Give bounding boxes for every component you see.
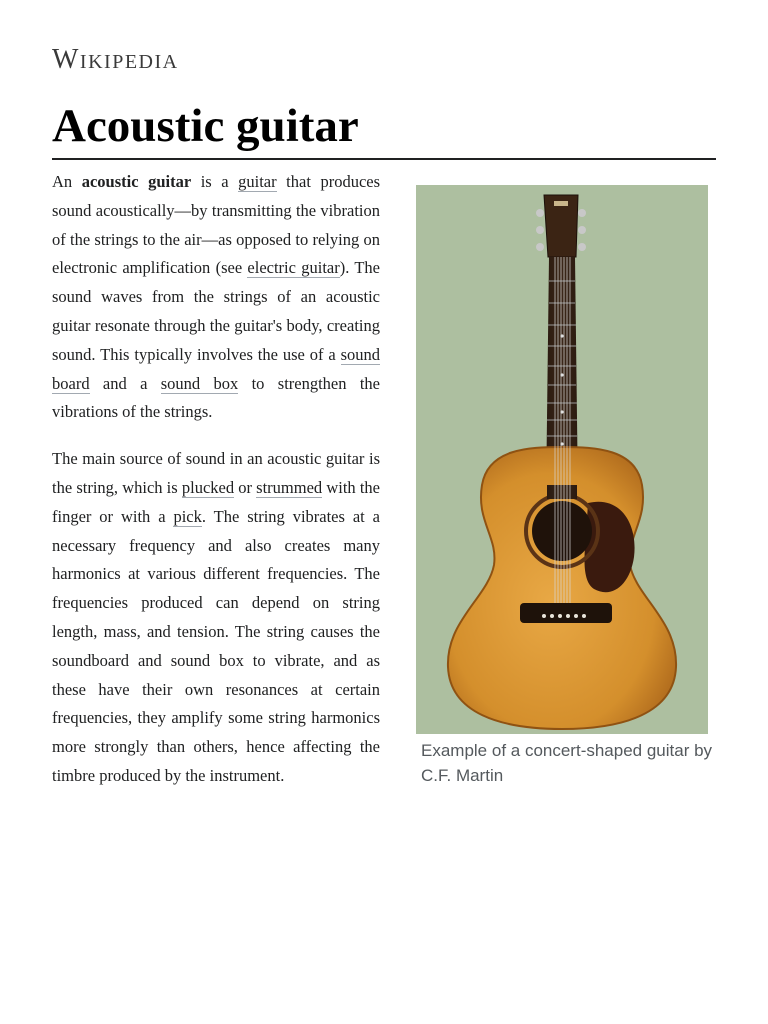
- wikilink-plucked[interactable]: plucked: [181, 477, 235, 497]
- wikilink-guitar[interactable]: guitar: [238, 172, 277, 191]
- wikipedia-wordmark[interactable]: Wikipedia: [52, 44, 179, 75]
- wikilink-sound-board[interactable]: sound board: [52, 344, 380, 393]
- article-body: [52, 168, 716, 809]
- paragraph-2: The main source of sound in an acoustic guitar is the string, which is plucked or strummed with the finger or with a pick. The string vibrates at a necessary frequency and also creates many harmonics at various different frequencies. The frequencies produced can depend on string length, mass, and tension. The string causes the soundboard and sound box to vibrate, and as these have their own resonances at certain frequencies, they amplify some string harmonics more strongly than others, hence affecting the timbre produced by the instrument.: [52, 449, 380, 785]
- wikilink-sound-box[interactable]: sound box: [160, 373, 239, 393]
- infobox-figure: [416, 185, 716, 788]
- page-title: Acoustic guitar: [52, 100, 359, 152]
- guitar-illustration: [416, 185, 708, 734]
- wikilink-electric-guitar[interactable]: electric guitar: [247, 258, 340, 278]
- bold-term: acoustic guitar: [81, 172, 192, 191]
- title-divider: [52, 158, 716, 160]
- wikilink-strummed[interactable]: strummed: [256, 477, 323, 497]
- figure-caption: Example of a concert-shaped guitar by C.F. Martin: [421, 741, 713, 785]
- paragraph-1: An acoustic guitar is a guitar that produces sound acoustically—by transmitting the vibration of the strings to the air—as opposed to relying on electronic amplification (see electric guitar). The sound waves from the strings of an acoustic guitar resonate through the guitar's body, creating sound. This typically involves the use of a sound board and a sound box to strengthen the vibrations of the strings.: [52, 172, 381, 422]
- wikilink-pick[interactable]: pick: [173, 506, 202, 526]
- guitar-image[interactable]: [416, 185, 708, 734]
